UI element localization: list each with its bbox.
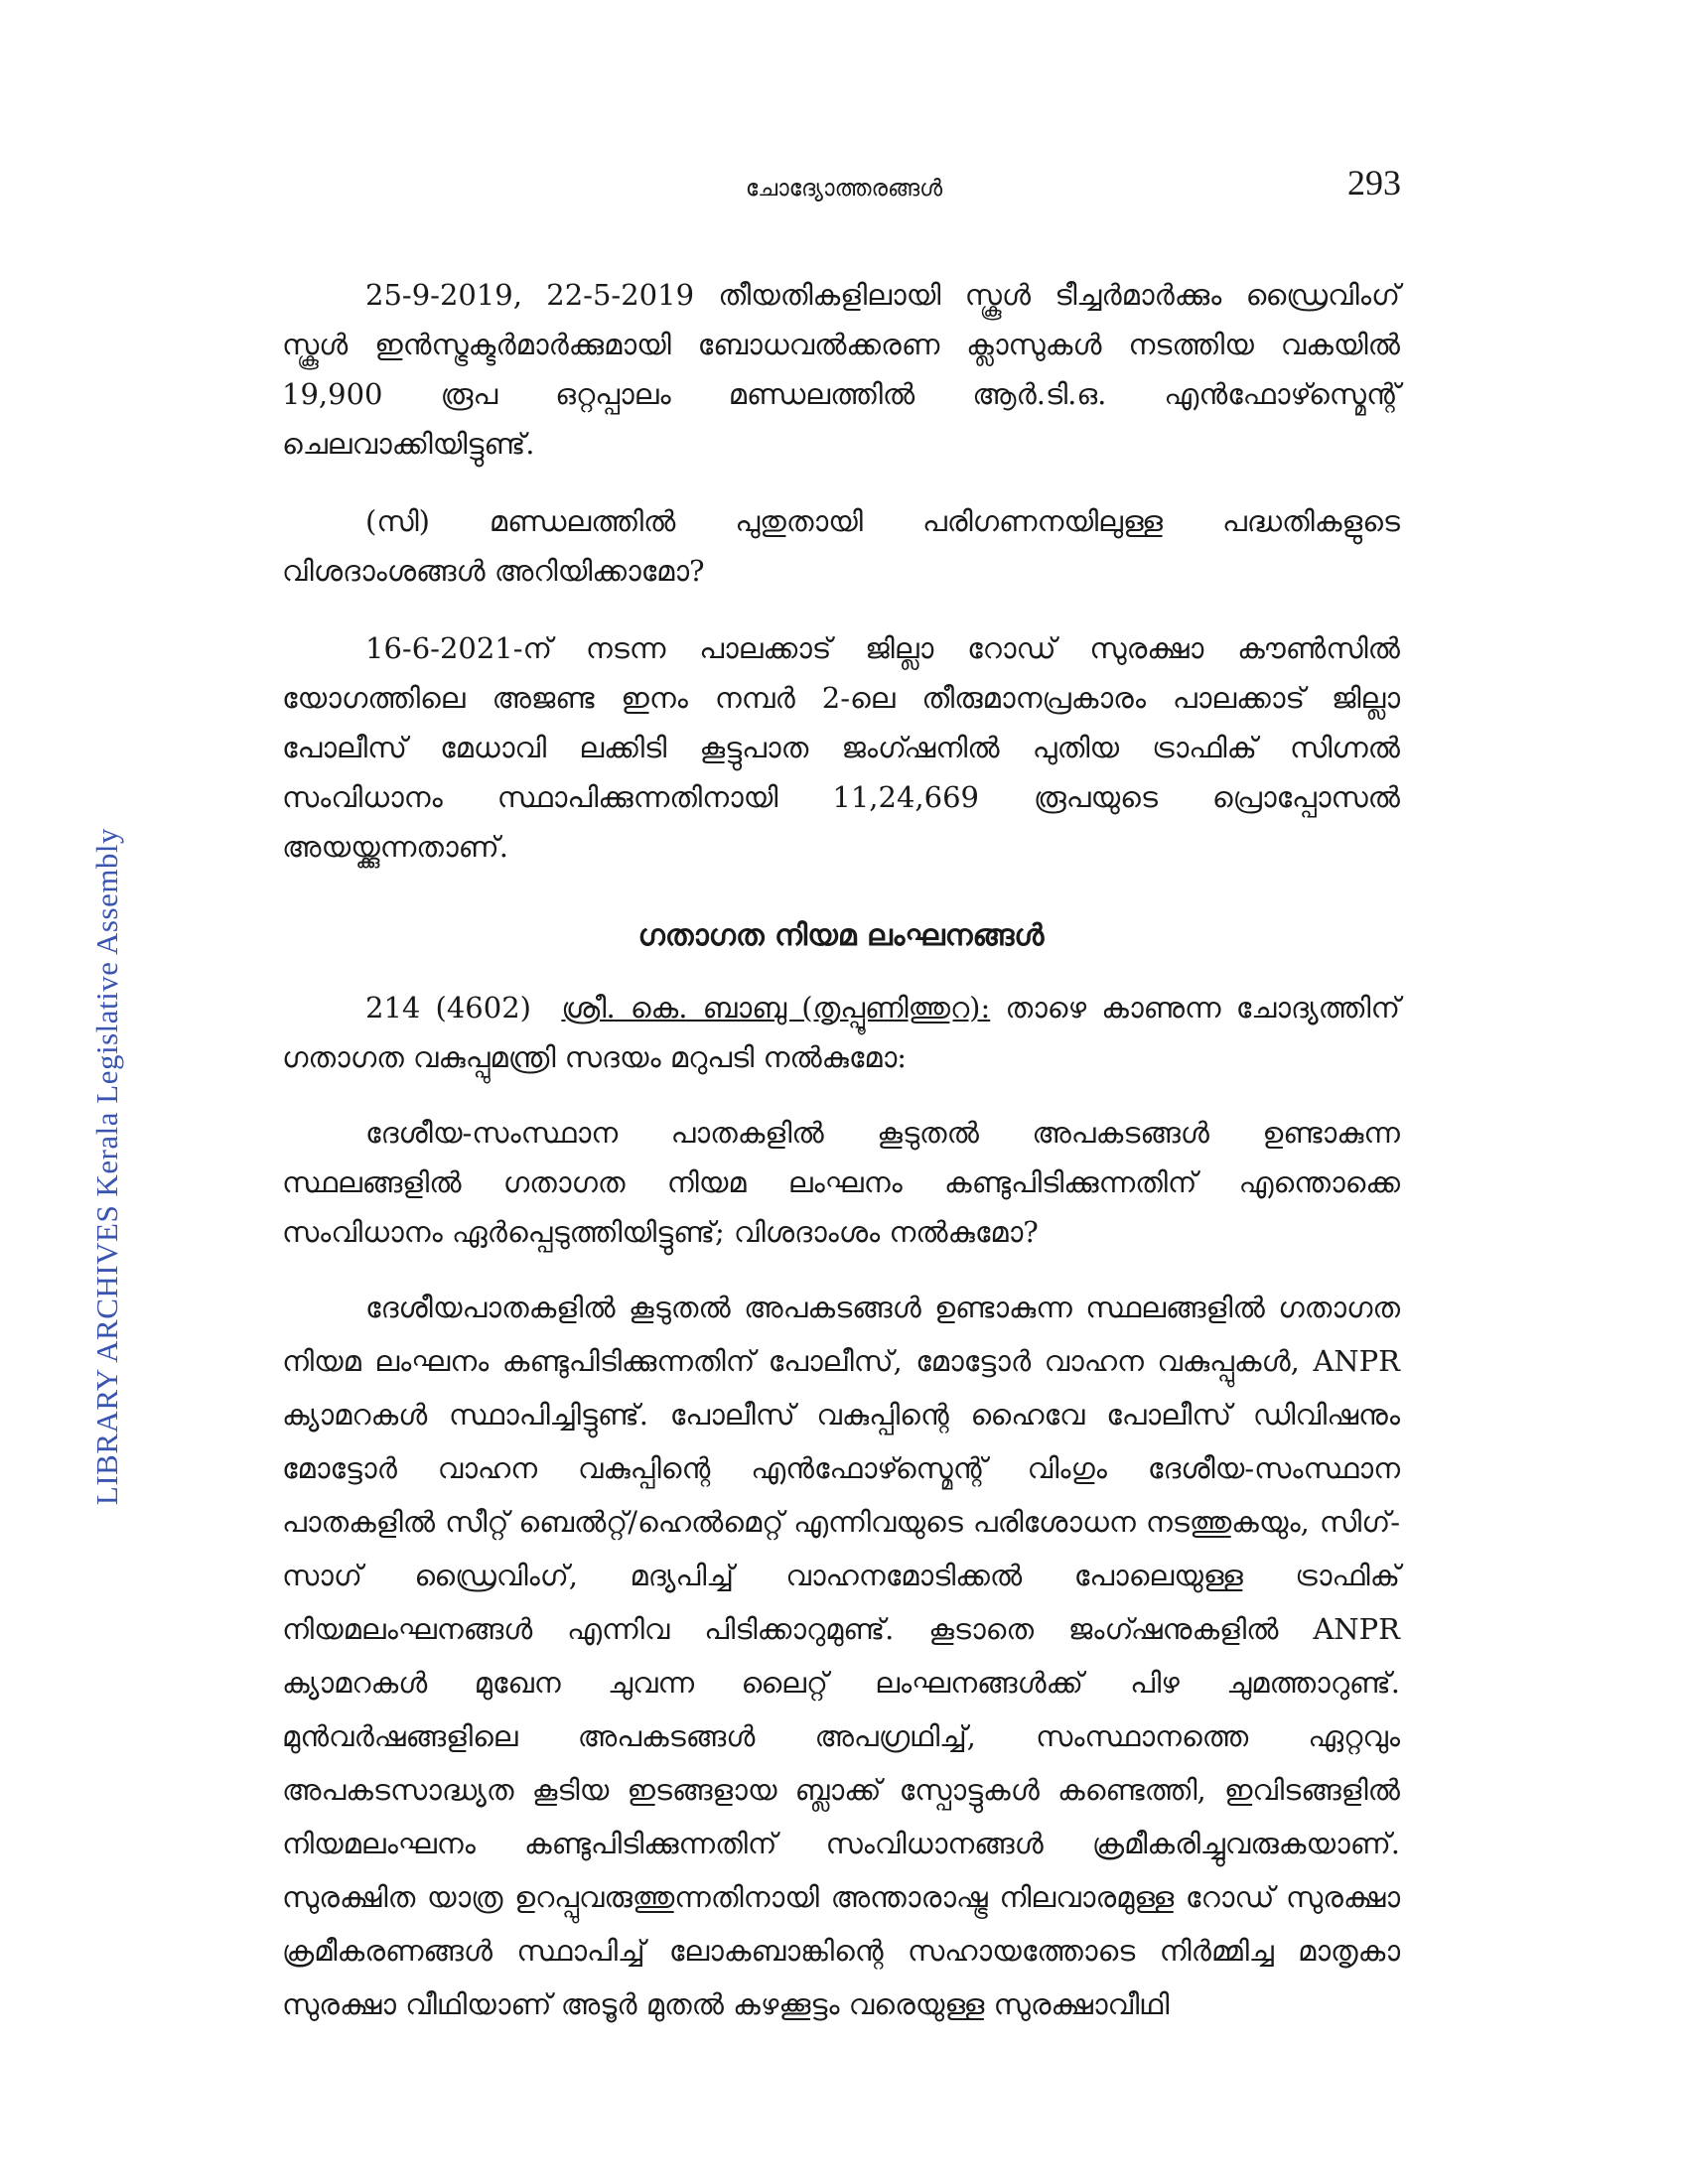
paragraph-question-text: ദേശീയ-സംസ്ഥാന പാതകളിൽ കൂടുതൽ അപകടങ്ങൾ ഉണ്ടാകുന്ന സ്ഥലങ്ങളിൽ ഗതാഗത നിയമ ലംഘനം കണ്ടുപിടിക്കുന്നതിന് എന്തൊക്കെ സംവിധാനം ഏർപ്പെടുത്തിയിട്ടുണ്ട്; വിശദാംശം നൽകുമോ? xyxy=(282,1116,1400,1249)
member-name: ശ്രീ. കെ. ബാബു (തൃപ്പൂണിത്തുറ): xyxy=(561,991,991,1024)
paragraph-question-c: (സി) മണ്ഡലത്തിൽ പുതുതായി പരിഗണനയിലുള്ള പദ്ധതികളുടെ വിശദാംശങ്ങൾ അറിയിക്കാമോ? xyxy=(282,504,1400,588)
page-header-title: ചോദ്യോത്തരങ്ങൾ xyxy=(745,176,943,202)
page-body xyxy=(282,260,1400,2031)
question-intro-text: താഴെ കാണുന്ന ചോദ്യത്തിന് ഗതാഗത വകുപ്പുമന്ത്രി സദയം മറുപടി നൽകുമോ: xyxy=(282,991,1401,1074)
paragraph-signal-proposal: 16-6-2021-ന് നടന്ന പാലക്കാട് ജില്ലാ റോഡ് സുരക്ഷാ കൗൺസിൽ യോഗത്തിലെ അജണ്ട ഇനം നമ്പർ 2-ലെ തീരുമാനപ്രകാരം പാലക്കാട് ജില്ലാ പോലീസ് മേധാവി ലക്കിടി കൂട്ടുപാത ജംഗ്ഷനിൽ പുതിയ ട്രാഫിക് സിഗ്നൽ സംവിധാനം സ്ഥാപിക്കുന്നതിനായി 11,24,669 രൂപയുടെ പ്രൊപ്പോസൽ അയയ്ക്കുന്നതാണ്. xyxy=(282,631,1400,864)
section-heading: ഗതാഗത നിയമ ലംഘനങ്ങൾ xyxy=(637,918,1045,953)
archive-watermark-label: LIBRARY ARCHIVES Kerala Legislative Assembly xyxy=(89,827,124,1506)
paragraph-expense-report: 25-9-2019, 22-5-2019 തീയതികളിലായി സ്കൂൾ ടീച്ചർമാർക്കും ഡ്രൈവിംഗ് സ്കൂൾ ഇൻസ്ട്രക്ടർമാർക്കുമായി ബോധവൽക്കരണ ക്ലാസുകൾ നടത്തിയ വകയിൽ 19,900 രൂപ ഒറ്റപ്പാലം മണ്ഡലത്തിൽ ആർ.ടി.ഒ. എൻഫോഴ്സ്മെന്റ് ചെലവാക്കിയിട്ടുണ്ട്. xyxy=(282,278,1400,461)
page-number: 293 xyxy=(1347,163,1401,203)
paragraph-answer-text: ദേശീയപാതകളിൽ കൂടുതൽ അപകടങ്ങൾ ഉണ്ടാകുന്ന സ്ഥലങ്ങളിൽ ഗതാഗത നിയമ ലംഘനം കണ്ടുപിടിക്കുന്നതിന് പോലീസ്, മോട്ടോർ വാഹന വകുപ്പുകൾ, ANPR ക്യാമറകൾ സ്ഥാപിച്ചിട്ടുണ്ട്. പോലീസ് വകുപ്പിന്റെ ഹൈവേ പോലീസ് ഡിവിഷനും മോട്ടോർ വാഹന വകുപ്പിന്റെ എൻഫോഴ്സ്മെന്റ് വിംഗും ദേശീയ-സംസ്ഥാന പാതകളിൽ സീറ്റ് ബെൽറ്റ്/ഹെൽമെറ്റ് എന്നിവയുടെ പരിശോധന നടത്തുകയും, സിഗ്-സാഗ് ഡ്രൈവിംഗ്, മദ്യപിച്ച് വാഹനമോടിക്കൽ പോലെയുള്ള ട്രാഫിക് നിയമലംഘനങ്ങൾ എന്നിവ പിടിക്കാറുമുണ്ട്. കൂടാതെ ജംഗ്ഷനുകളിൽ ANPR ക്യാമറകൾ മുഖേന ചുവന്ന ലൈറ്റ് ലംഘനങ്ങൾക്ക് പിഴ ചുമത്താറുണ്ട്. മുൻവർഷങ്ങളിലെ അപകടങ്ങൾ അപഗ്രഥിച്ച്, സംസ്ഥാനത്തെ ഏറ്റവും അപകടസാദ്ധ്യത കൂടിയ ഇടങ്ങളായ ബ്ലാക്ക് സ്പോട്ടുകൾ കണ്ടെത്തി, ഇവിടങ്ങളിൽ നിയമലംഘനം കണ്ടുപിടിക്കുന്നതിന് സംവിധാനങ്ങൾ ക്രമീകരിച്ചുവരുകയാണ്. സുരക്ഷിത യാത്ര ഉറപ്പുവരുത്തുന്നതിനായി അന്താരാഷ്ട്ര നിലവാരമുള്ള റോഡ് സുരക്ഷാ ക്രമീകരണങ്ങൾ സ്ഥാപിച്ച് ലോകബാങ്കിന്റെ സഹായത്തോടെ നിർമ്മിച്ച മാതൃകാ സുരക്ഷാ വീഥിയാണ് അടൂർ മുതൽ കഴക്കൂട്ടം വരെയുള്ള സുരക്ഷാവീഥി xyxy=(282,1291,1400,2021)
question-intro-paragraph xyxy=(282,983,1400,1082)
question-number: 214 (4602) xyxy=(365,991,531,1024)
